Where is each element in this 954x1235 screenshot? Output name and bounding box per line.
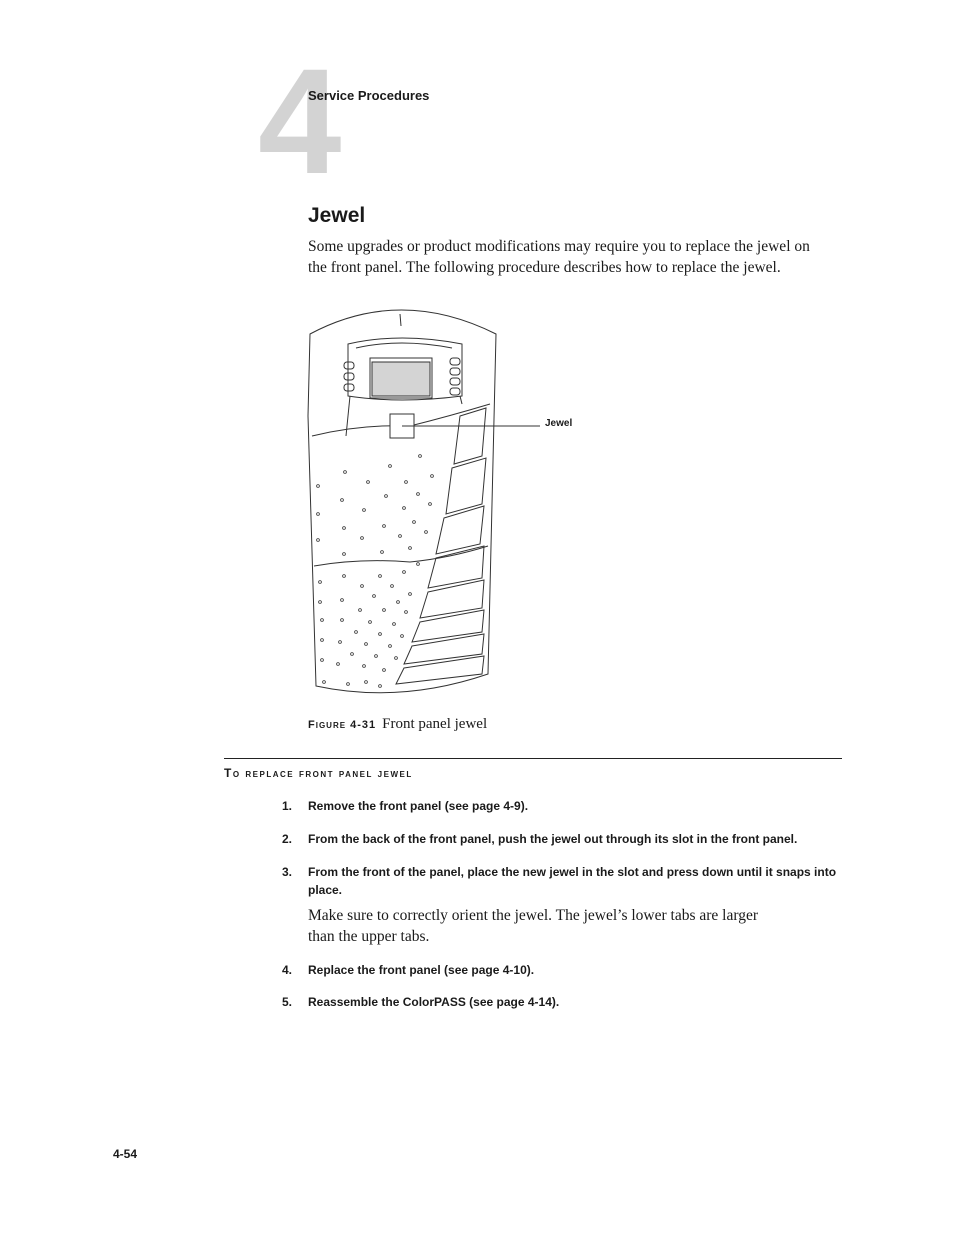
step-text: Replace the front panel (see page 4-10).: [308, 963, 535, 977]
intro-paragraph: Some upgrades or product modifications may require you to replace the jewel on the front panel. The following procedure describes how to replace the jewel.: [308, 238, 810, 276]
figure-caption-text: Front panel jewel: [382, 716, 488, 732]
step-number: 5.: [282, 995, 293, 1009]
chapter-title: Service Procedures: [308, 88, 430, 103]
step-3-note: Make sure to correctly orient the jewel. The jewel’s lower tabs are larger than the upper tabs.: [308, 907, 759, 945]
page-number: 4-54: [113, 1147, 138, 1161]
procedure-step-5: [282, 993, 842, 1011]
procedure-heading: To replace front panel jewel: [224, 766, 413, 780]
procedure-step-4: [282, 961, 842, 979]
procedure-step-2: [282, 830, 842, 848]
jewel-callout-label: Jewel: [545, 418, 573, 429]
step-text: Reassemble the ColorPASS (see page 4-14).: [308, 995, 560, 1009]
step-text: Remove the front panel (see page 4-9).: [308, 799, 529, 813]
procedure-step-3: [282, 863, 842, 899]
section-title: Jewel: [308, 204, 366, 227]
step-text: From the back of the front panel, push the jewel out through its slot in the front panel.: [308, 832, 798, 846]
step-number: 4.: [282, 963, 293, 977]
procedure-divider: [224, 758, 842, 759]
step-text: From the front of the panel, place the new jewel in the slot and press down until it snaps into place.: [308, 865, 837, 897]
step-number: 3.: [282, 865, 293, 879]
chapter-number: 4: [258, 37, 342, 205]
lcd-window: [372, 362, 430, 396]
front-panel-illustration: [300, 296, 600, 706]
procedure-step-1: [282, 797, 842, 815]
figure-caption: [308, 716, 487, 733]
figure-caption-label: Figure 4-31: [308, 719, 377, 731]
step-number: 2.: [282, 832, 293, 846]
step-number: 1.: [282, 799, 293, 813]
